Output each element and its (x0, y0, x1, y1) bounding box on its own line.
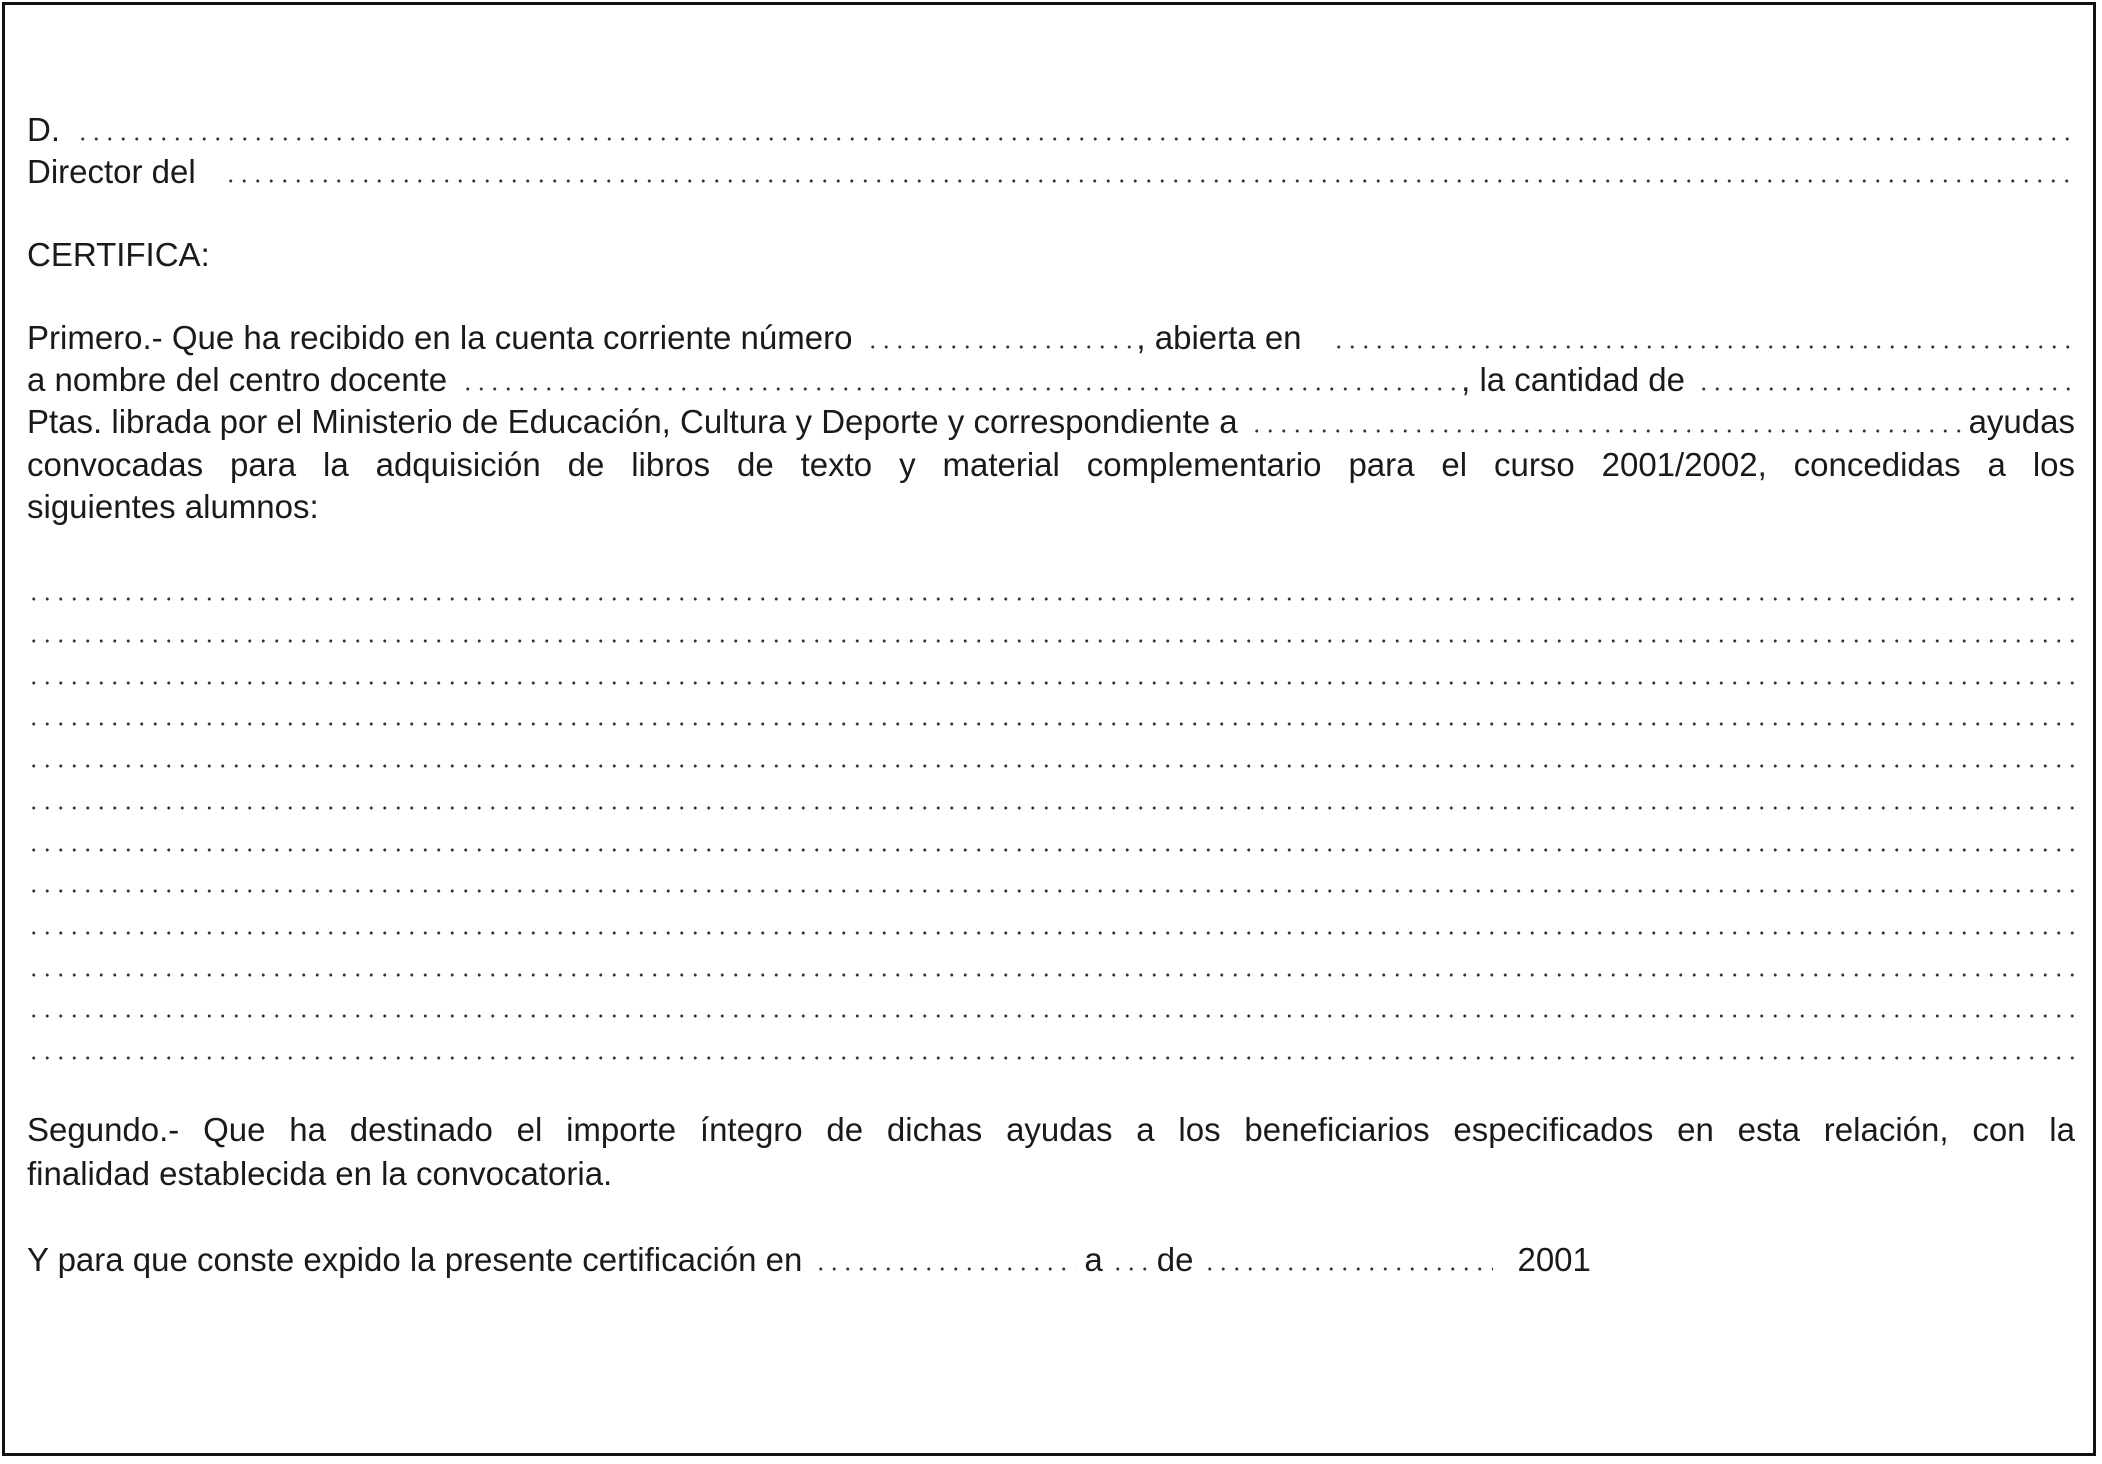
primero-text-3a: Ptas. librada por el Ministerio de Educación, Cultura y Deporte y correspondiente a (27, 403, 1238, 440)
amount-fill-line[interactable] (1697, 387, 2075, 391)
student-line[interactable] (27, 931, 2075, 935)
student-line[interactable] (27, 681, 2075, 685)
month-fill[interactable] (1203, 1267, 1493, 1271)
primero-line-4: convocadas para la adquisición de libros de texto y material complementario para el curso 2001/2002, concedidas a los (27, 446, 2075, 483)
centre-fill-line[interactable] (224, 179, 2075, 183)
primero-line-2 (27, 358, 2075, 402)
field-d-row (27, 108, 2075, 152)
closing-text-a: Y para que conste expido la presente certificación en (27, 1241, 803, 1278)
student-line[interactable] (27, 1056, 2075, 1060)
primero-text-2b: , la cantidad de (1461, 361, 1685, 398)
student-line[interactable] (27, 1014, 2075, 1018)
student-line[interactable] (27, 597, 2075, 601)
closing-year: 2001 (1517, 1241, 1591, 1278)
segundo-line-2: finalidad establecida en la convocatoria. (27, 1155, 613, 1192)
primero-line-3 (27, 400, 2075, 444)
student-line[interactable] (27, 806, 2075, 810)
student-line[interactable] (27, 722, 2075, 726)
student-line[interactable] (27, 848, 2075, 852)
field-director-row (27, 150, 2075, 194)
segundo-line-1: Segundo.- Que ha destinado el importe íntegro de dichas ayudas a los beneficiarios especificados en esta relación, con la (27, 1111, 2075, 1148)
primero-text-3b: ayudas (1968, 403, 2075, 440)
name-fill-line[interactable] (76, 137, 2075, 141)
closing-text-b: a (1084, 1241, 1103, 1278)
student-line[interactable] (27, 889, 2075, 893)
primero-text-1b: , abierta en (1136, 319, 1302, 356)
day-fill[interactable] (1111, 1267, 1151, 1271)
student-line[interactable] (27, 764, 2075, 768)
school-name-fill[interactable] (461, 387, 1461, 391)
place-fill[interactable] (814, 1267, 1076, 1271)
primero-line-1 (27, 316, 2075, 360)
primero-text-2a: a nombre del centro docente (27, 361, 448, 398)
primero-text-1a: Primero.- Que ha recibido en la cuenta corriente número (27, 319, 853, 356)
account-number-fill[interactable] (866, 345, 1136, 349)
bank-fill-line[interactable] (1332, 345, 2075, 349)
aid-count-fill[interactable] (1250, 429, 1965, 433)
director-label: Director del (27, 153, 196, 190)
closing-line (27, 1238, 2075, 1282)
closing-text-c: de (1156, 1241, 1194, 1278)
student-line[interactable] (27, 973, 2075, 977)
primero-line-5: siguientes alumnos: (27, 488, 319, 525)
certifica-heading: CERTIFICA: (27, 236, 210, 273)
d-label: D. (27, 111, 60, 148)
student-line[interactable] (27, 639, 2075, 643)
